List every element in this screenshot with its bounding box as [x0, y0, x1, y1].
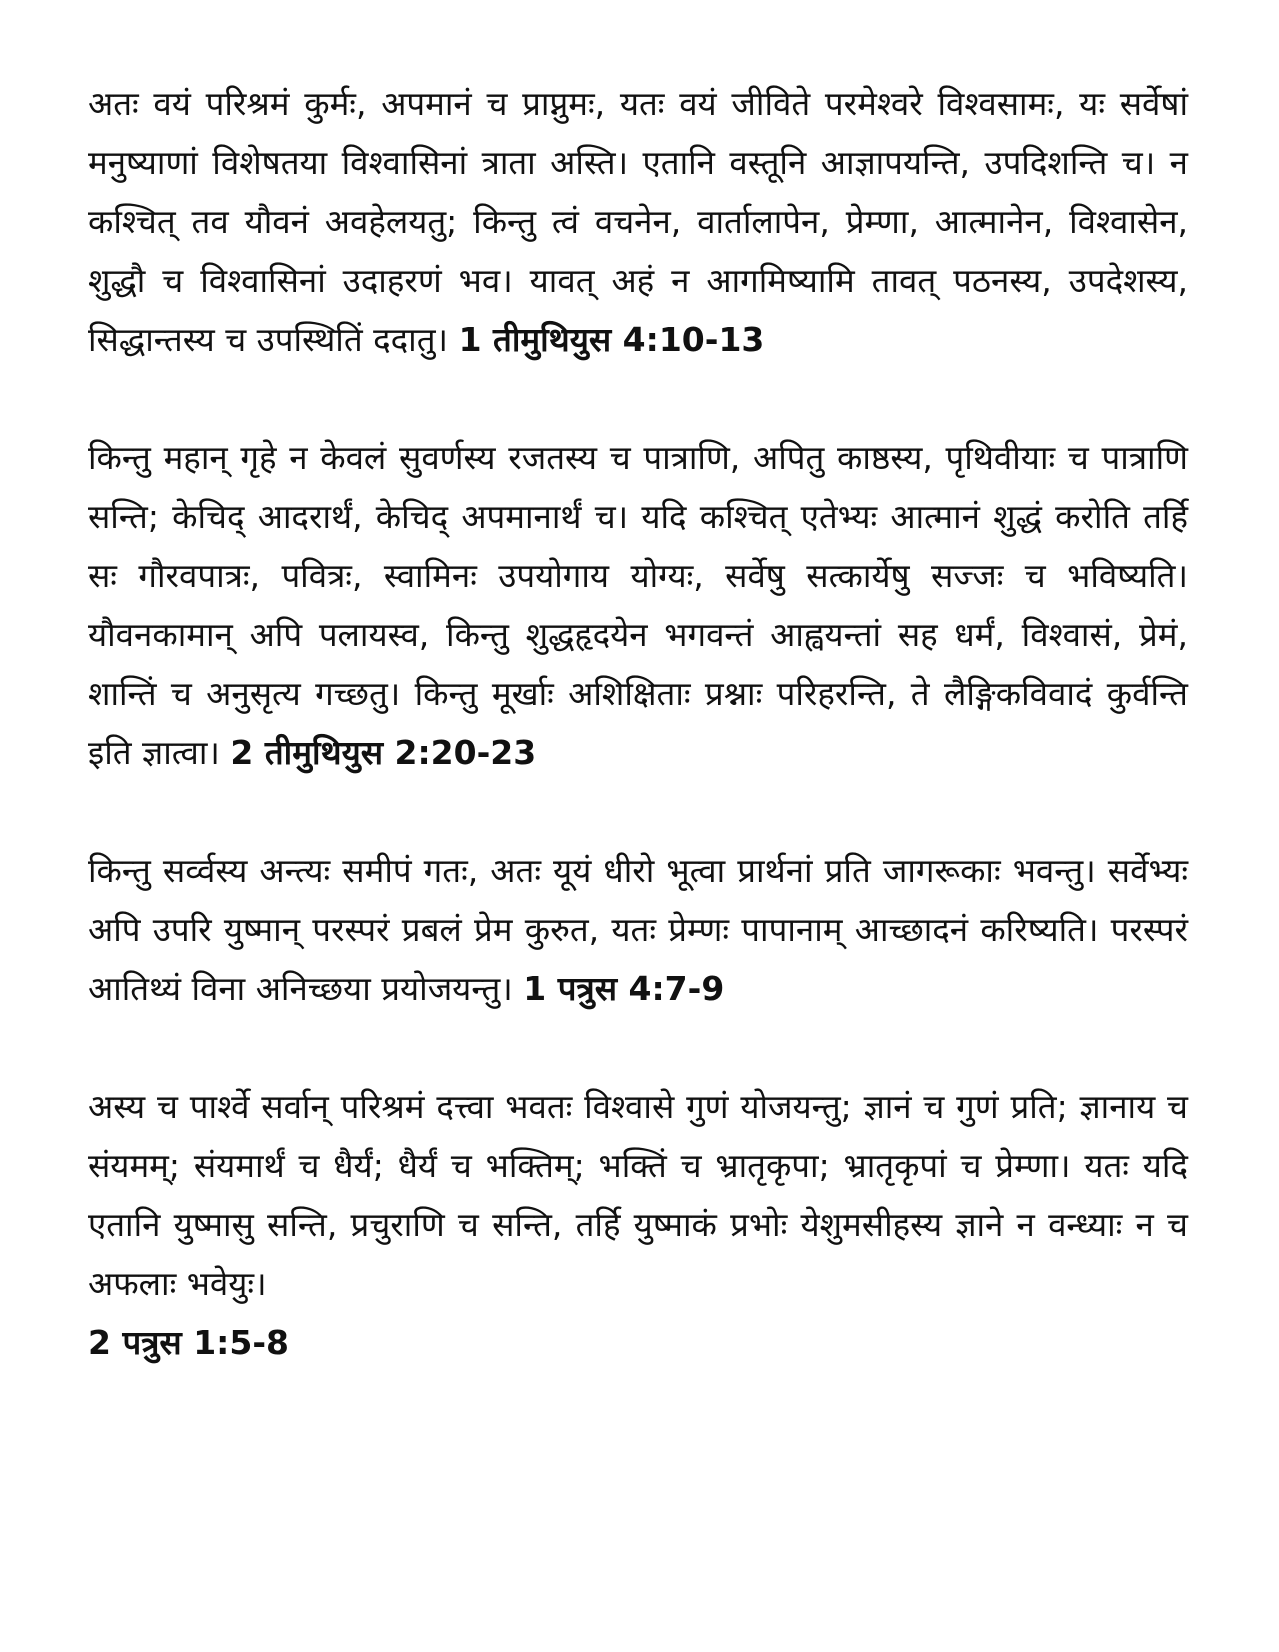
document-page [88, 74, 1188, 1372]
passage-4 [88, 1077, 1188, 1372]
scripture-reference: 1 पत्रुस 4:7-9 [523, 969, 725, 1008]
passage-3 [88, 841, 1188, 1018]
passage-text: किन्तु महान् गृहे न केवलं सुवर्णस्य रजतस्य च पात्राणि, अपितु काष्ठस्य, पृथिवीयाः च पात्राणि सन्ति; केचिद् आदरार्थं, केचिद् अपमानार्थं च। यदि कश्चित् एतेभ्यः आत्मानं शुद्धं करोति तर्हि सः गौरवपात्रः, पवित्रः, स्वामिनः उपयोगाय योग्यः, सर्वेषु सत्कार्येषु सज्जः च भविष्यति। यौवनकामान् अपि पलायस्व, किन्तु शुद्धहृदयेन भगवन्तं आह्वयन्तां सह धर्मं, विश्वासं, प्रेमं, शान्तिं च अनुसृत्य गच्छतु। किन्तु मूर्खाः अशिक्षिताः प्रश्नाः परिहरन्ति, ते लैङ्गिकविवादं कुर्वन्ति इति ज्ञात्वा। [88, 438, 1188, 772]
scripture-reference: 2 पत्रुस 1:5-8 [88, 1323, 289, 1362]
passage-2 [88, 428, 1188, 782]
passage-1 [88, 74, 1188, 369]
passage-text: अतः वयं परिश्रमं कुर्मः, अपमानं च प्राप्नुमः, यतः वयं जीविते परमेश्वरे विश्वसामः, यः सर्वेषां मनुष्याणां विशेषतया विश्वासिनां त्राता अस्ति। एतानि वस्तूनि आज्ञापयन्ति, उपदिशन्ति च। न कश्चित् तव यौवनं अवहेलयतु; किन्तु त्वं वचनेन, वार्तालापेन, प्रेम्णा, आत्मानेन, विश्वासेन, शुद्धौ च विश्वासिनां उदाहरणं भव। यावत् अहं न आगमिष्यामि तावत् पठनस्य, उपदेशस्य, सिद्धान्तस्य च उपस्थितिं ददातु। [88, 84, 1188, 359]
passage-text: किन्तु सर्व्वस्य अन्त्यः समीपं गतः, अतः यूयं धीरो भूत्वा प्रार्थनां प्रति जागरूकाः भवन्तु। सर्वेभ्यः अपि उपरि युष्मान् परस्परं प्रबलं प्रेम कुरुत, यतः प्रेम्णः पापानाम् आच्छादनं करिष्यति। परस्परं आतिथ्यं विना अनिच्छया प्रयोजयन्तु। [88, 851, 1188, 1008]
scripture-reference: 2 तीमुथियुस 2:20-23 [230, 733, 537, 772]
scripture-reference: 1 तीमुथियुस 4:10-13 [458, 320, 765, 359]
passage-text: अस्य च पार्श्वे सर्वान् परिश्रमं दत्त्वा भवतः विश्वासे गुणं योजयन्तु; ज्ञानं च गुणं प्रति; ज्ञानाय च संयमम्; संयमार्थं च धैर्यं; धैर्यं च भक्तिम्; भक्तिं च भ्रातृकृपा; भ्रातृकृपां च प्रेम्णा। यतः यदि एतानि युष्मासु सन्ति, प्रचुराणि च सन्ति, तर्हि युष्माकं प्रभोः येशुमसीहस्य ज्ञाने न वन्ध्याः न च अफलाः भवेयुः। [88, 1087, 1188, 1303]
